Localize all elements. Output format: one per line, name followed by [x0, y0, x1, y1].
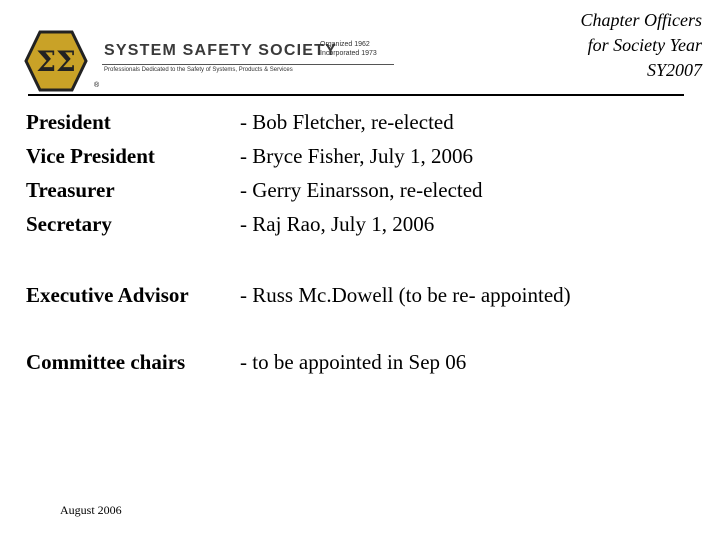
title-line-2: for Society Year	[587, 35, 702, 55]
registered-mark: ®	[94, 82, 100, 89]
officer-role: Secretary	[26, 212, 112, 236]
svg-text:ΣΣ: ΣΣ	[36, 45, 76, 78]
officer-name: - Raj Rao, July 1, 2006	[240, 212, 435, 236]
incorporated-date: Incorporated 1973	[320, 50, 377, 57]
slide-title	[581, 8, 703, 83]
title-line-1: Chapter Officers	[580, 10, 702, 30]
officer-role: Executive Advisor	[26, 283, 189, 307]
title-line-3: SY2007	[646, 60, 702, 80]
sigma-sigma-logo-icon	[24, 30, 88, 92]
officer-name: - to be appointed in Sep 06	[240, 350, 467, 374]
officer-name: - Bryce Fisher, July 1, 2006	[240, 144, 474, 168]
footer-date: August 2006	[60, 503, 122, 517]
org-dates	[320, 40, 377, 58]
officer-role: Treasurer	[26, 178, 115, 202]
officer-row-president	[26, 105, 454, 139]
officer-name: - Bob Fletcher, re-elected	[240, 110, 454, 134]
officer-role: Committee chairs	[26, 350, 186, 374]
officer-name: - Gerry Einarsson, re-elected	[240, 178, 483, 202]
org-name: SYSTEM SAFETY SOCIETY	[104, 42, 337, 59]
officer-row-treasurer	[26, 173, 483, 207]
system-safety-society-logo	[24, 30, 404, 92]
organized-date: Organized 1962	[320, 41, 370, 48]
officer-role: President	[26, 110, 111, 134]
officer-row-executive-advisor	[26, 278, 571, 312]
logo-divider	[102, 64, 394, 65]
officer-row-secretary	[26, 207, 434, 241]
header-divider	[28, 94, 684, 96]
org-tagline: Professionals Dedicated to the Safety of Systems, Products & Services	[104, 67, 293, 73]
officer-role: Vice President	[26, 144, 155, 168]
officer-row-vice-president	[26, 139, 473, 173]
officer-row-committee-chairs	[26, 345, 466, 379]
officer-name: - Russ Mc.Dowell (to be re- appointed)	[240, 283, 571, 307]
